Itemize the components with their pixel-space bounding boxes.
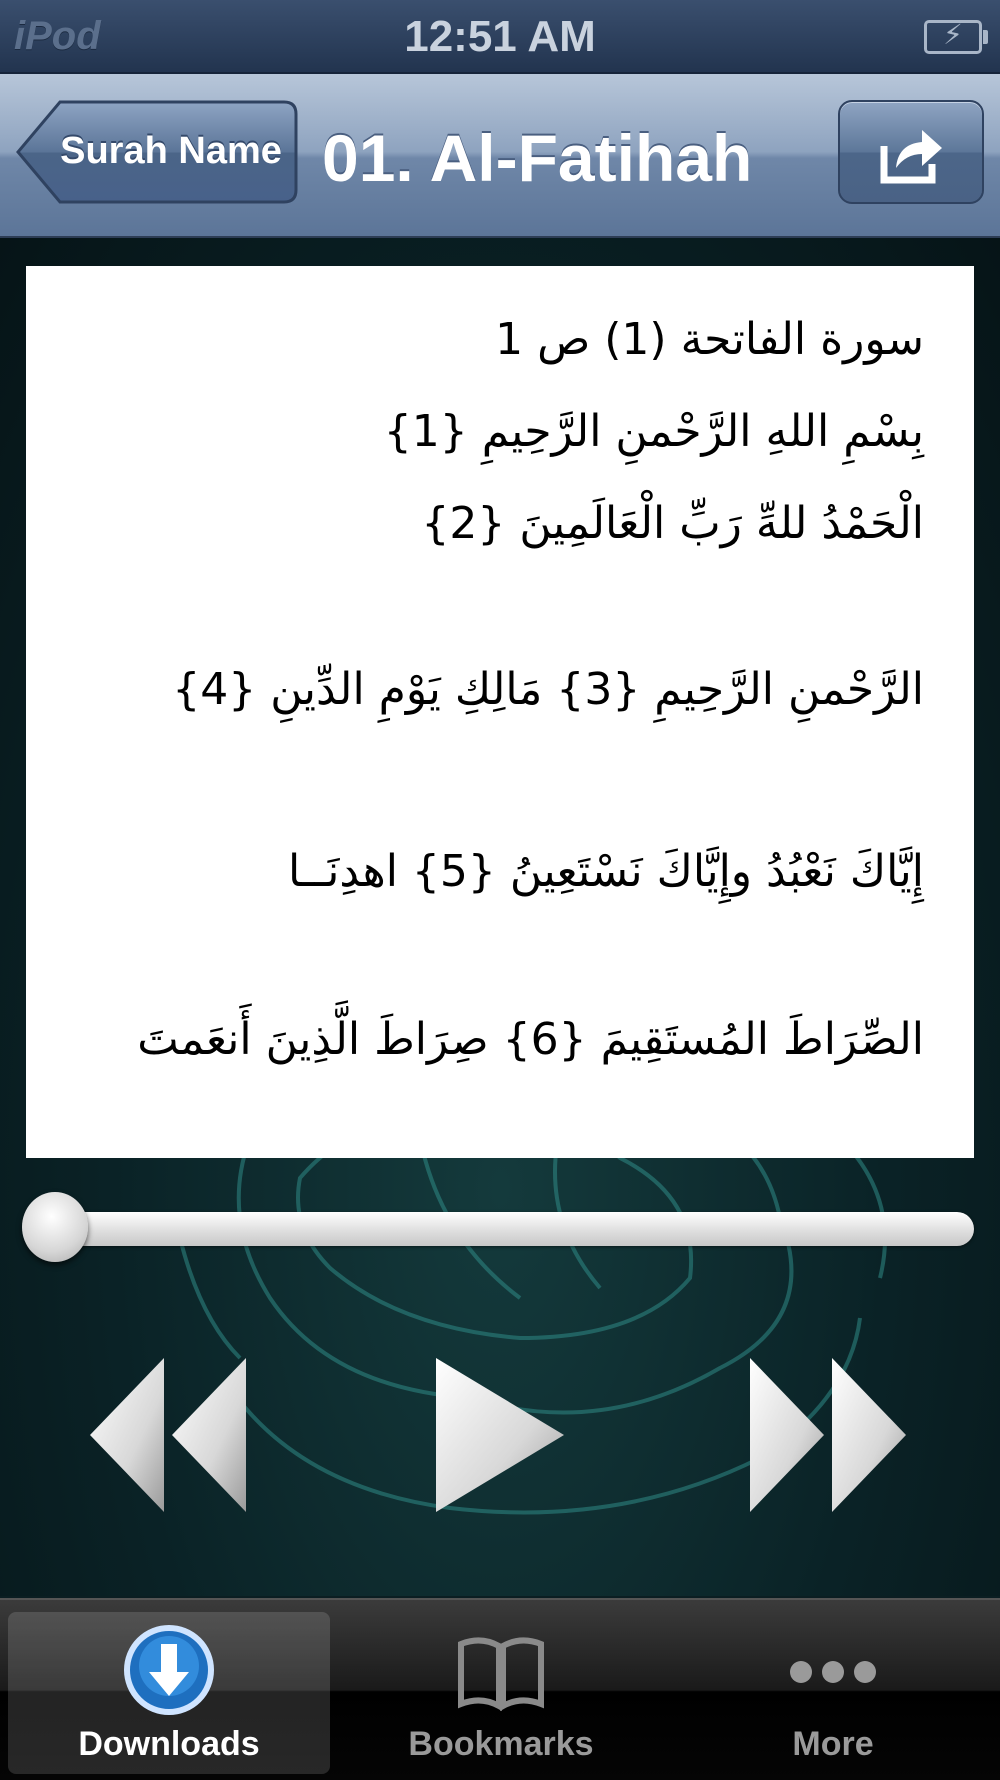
share-button[interactable] bbox=[838, 100, 984, 204]
back-button-label: Surah Name bbox=[60, 130, 282, 172]
tab-bar bbox=[0, 1598, 1000, 1780]
tab-label: More bbox=[792, 1725, 874, 1763]
book-icon bbox=[453, 1622, 549, 1718]
verse-line: الصِّرَاطَ المُستَقِيمَ {6} صِرَاطَ الَّذِينَ أَنعَمتَ bbox=[137, 1014, 924, 1065]
carrier-label: iPod bbox=[14, 14, 101, 58]
back-button[interactable] bbox=[16, 100, 298, 204]
navigation-bar bbox=[0, 74, 1000, 238]
page-title: 01. Al-Fatihah bbox=[322, 121, 753, 195]
tab-bookmarks[interactable] bbox=[340, 1612, 662, 1774]
more-dots-icon bbox=[785, 1642, 881, 1738]
status-time: 12:51 AM bbox=[404, 12, 596, 61]
surah-header-line: سورة الفاتحة (1) ص 1 bbox=[495, 314, 924, 365]
verse-line: إِيَّاكَ نَعْبُدُ وإِيَّاكَ نَسْتَعِينُ {5} اهدِنَــا bbox=[287, 846, 924, 897]
status-bar bbox=[0, 0, 1000, 74]
fast-forward-icon[interactable] bbox=[746, 1354, 916, 1516]
download-icon bbox=[121, 1622, 217, 1718]
verse-line: الرَّحْمنِ الرَّحِيمِ {3} مَالِكِ يَوْمِ الدِّينِ {4} bbox=[172, 664, 924, 715]
battery-icon: ⚡ bbox=[924, 20, 982, 54]
verse-line: بِسْمِ اللهِ الرَّحْمنِ الرَّحِيمِ {1} bbox=[383, 406, 924, 457]
playback-progress-slider[interactable] bbox=[38, 1212, 974, 1246]
share-icon bbox=[880, 120, 946, 186]
surah-text-panel bbox=[26, 266, 974, 1158]
tab-more[interactable] bbox=[672, 1612, 994, 1774]
slider-thumb[interactable] bbox=[22, 1192, 88, 1262]
verse-line: الْحَمْدُ للهِّ رَبِّ الْعَالَمِينَ {2} bbox=[421, 498, 924, 549]
rewind-icon[interactable] bbox=[86, 1354, 256, 1516]
tab-downloads[interactable] bbox=[8, 1612, 330, 1774]
tab-label: Downloads bbox=[78, 1725, 260, 1763]
tab-label: Bookmarks bbox=[408, 1725, 594, 1763]
play-icon[interactable] bbox=[432, 1354, 568, 1516]
